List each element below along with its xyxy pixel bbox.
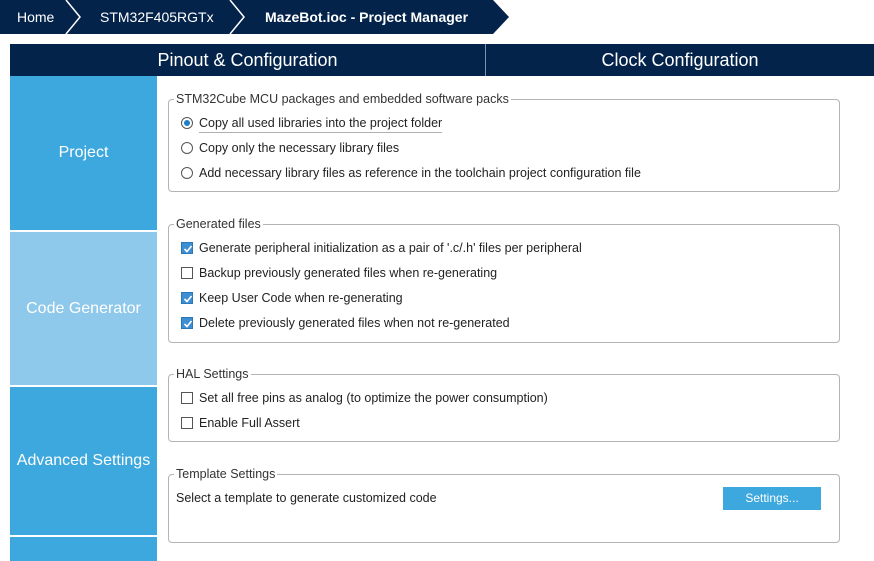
template-settings-button[interactable]: Settings... xyxy=(723,487,821,510)
checkbox-checked-icon[interactable] xyxy=(181,242,193,254)
radio-unselected-icon[interactable] xyxy=(181,167,193,179)
checkbox-free-pins-analog[interactable] xyxy=(181,389,548,407)
checkbox-enable-full-assert[interactable] xyxy=(181,414,300,432)
radio-unselected-icon[interactable] xyxy=(181,142,193,154)
template-settings-legend: Template Settings xyxy=(176,467,276,481)
radio-label: Add necessary library files as reference in the toolchain project configuration file xyxy=(199,166,641,180)
sidebar xyxy=(10,76,157,561)
checkbox-backup-generated-files[interactable] xyxy=(181,264,497,282)
sidebar-item-project[interactable]: Project xyxy=(10,76,157,230)
breadcrumb-home[interactable]: Home xyxy=(17,9,55,25)
breadcrumb-mcu[interactable]: STM32F405RGTx xyxy=(100,9,214,25)
checkbox-unchecked-icon[interactable] xyxy=(181,392,193,404)
sidebar-item-advanced-settings[interactable]: Advanced Settings xyxy=(10,387,157,535)
hal-settings-legend: HAL Settings xyxy=(176,367,249,381)
radio-selected-icon[interactable] xyxy=(181,117,193,129)
template-description: Select a template to generate customized code xyxy=(176,491,437,505)
top-tabs xyxy=(10,44,874,76)
checkbox-checked-icon[interactable] xyxy=(181,292,193,304)
template-settings-group xyxy=(168,467,840,543)
checkbox-label: Keep User Code when re-generating xyxy=(199,291,403,305)
radio-copy-all-libraries[interactable] xyxy=(181,114,442,132)
checkbox-label: Delete previously generated files when not re-generated xyxy=(199,316,510,330)
radio-add-reference-files[interactable] xyxy=(181,164,641,182)
packages-legend: STM32Cube MCU packages and embedded software packs xyxy=(176,92,509,106)
checkbox-label: Enable Full Assert xyxy=(199,416,300,430)
tab-clock-configuration[interactable]: Clock Configuration xyxy=(601,50,759,70)
checkbox-unchecked-icon[interactable] xyxy=(181,417,193,429)
sidebar-item-code-generator[interactable]: Code Generator xyxy=(10,232,157,385)
hal-settings-group xyxy=(168,367,840,442)
checkbox-checked-icon[interactable] xyxy=(181,317,193,329)
generated-files-legend: Generated files xyxy=(176,217,261,231)
breadcrumb-project-manager[interactable]: MazeBot.ioc - Project Manager xyxy=(265,9,469,25)
tab-pinout-configuration[interactable]: Pinout & Configuration xyxy=(157,50,338,70)
checkbox-label: Set all free pins as analog (to optimize the power consumption) xyxy=(199,391,548,405)
checkbox-generate-peripheral-pair[interactable] xyxy=(181,239,582,257)
checkbox-keep-user-code[interactable] xyxy=(181,289,403,307)
checkbox-label: Backup previously generated files when re-generating xyxy=(199,266,498,280)
generated-files-group xyxy=(168,217,840,343)
sidebar-item-more[interactable] xyxy=(10,537,157,561)
radio-label: Copy all used libraries into the project folder xyxy=(199,114,442,133)
radio-label: Copy only the necessary library files xyxy=(199,141,400,155)
checkbox-label: Generate peripheral initialization as a pair of '.c/.h' files per peripheral xyxy=(199,241,582,255)
breadcrumb xyxy=(0,0,874,34)
checkbox-delete-previous-files[interactable] xyxy=(181,314,510,332)
checkbox-unchecked-icon[interactable] xyxy=(181,267,193,279)
packages-group xyxy=(168,92,840,192)
radio-copy-necessary-files[interactable] xyxy=(181,139,399,157)
